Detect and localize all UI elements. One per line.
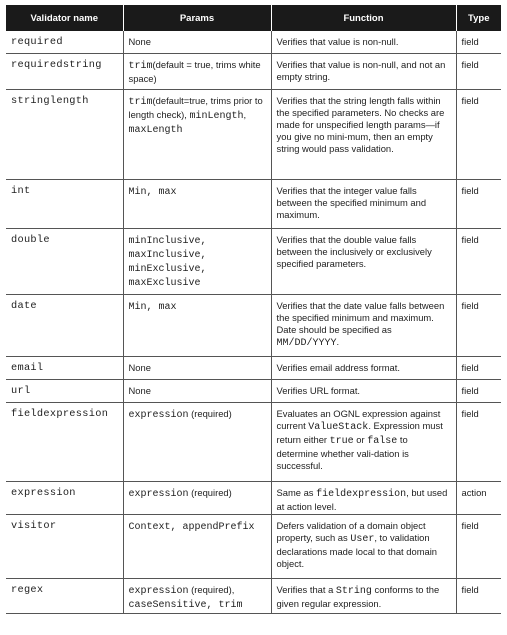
params-text: None: [128, 384, 151, 396]
validator-name: expression: [11, 486, 76, 499]
validator-type: field: [461, 583, 479, 595]
params-cell: [123, 294, 271, 356]
type-cell: [456, 228, 501, 294]
validator-name: regex: [11, 583, 44, 596]
function-text: Verifies that value is non-null.: [276, 36, 399, 47]
validator-type: field: [461, 184, 479, 196]
params-cell: [123, 31, 271, 53]
params-text: trim: [128, 96, 153, 108]
params-text: Min, max: [128, 301, 177, 313]
table-row: [6, 228, 501, 294]
table-body: [6, 31, 501, 613]
validator-type: action: [461, 486, 487, 498]
table-row: [6, 294, 501, 356]
validator-name: date: [11, 299, 37, 312]
function-cell: [271, 379, 456, 402]
validator-type: field: [461, 361, 479, 373]
function-text: Verifies that the date value falls between the specified minimum and maximum. Date should be specified as: [276, 299, 445, 335]
function-text: Verifies that the string length falls within the specified parameters. No checks are made for unspecified length params—if you give no mini-mum, then an empty string would pass validation.: [276, 94, 445, 154]
type-cell: [456, 356, 501, 379]
table-row: [6, 356, 501, 379]
validator-name: required: [11, 36, 63, 48]
params-text: (required): [188, 486, 232, 498]
function-text: Verifies email address format.: [276, 361, 400, 373]
validator-name-cell: [6, 89, 123, 179]
function-text: true: [329, 435, 354, 447]
function-text: ValueStack: [308, 421, 369, 433]
type-cell: [456, 402, 501, 481]
type-cell: [456, 514, 501, 578]
params-text: maxLength: [128, 124, 183, 136]
function-text: false: [367, 435, 398, 447]
table-row: [6, 89, 501, 179]
header-validator-name: Validator name: [6, 5, 123, 31]
validator-name-cell: [6, 53, 123, 89]
type-cell: [456, 179, 501, 228]
type-cell: [456, 379, 501, 402]
function-cell: [271, 481, 456, 514]
type-cell: [456, 481, 501, 514]
function-cell: [271, 53, 456, 89]
params-cell: [123, 379, 271, 402]
validator-name: email: [11, 361, 44, 374]
table-row: [6, 481, 501, 514]
params-cell: [123, 228, 271, 294]
type-cell: [456, 578, 501, 613]
function-cell: [271, 228, 456, 294]
params-text: ,: [243, 108, 247, 120]
validator-name: url: [11, 384, 31, 397]
validator-name-cell: [6, 294, 123, 356]
function-cell: [271, 356, 456, 379]
params-text: Min, max: [128, 186, 177, 198]
validator-type: field: [461, 519, 479, 531]
validator-type: field: [461, 94, 479, 106]
validator-name-cell: [6, 578, 123, 613]
function-text: conforms to the given regular expression.: [276, 583, 440, 609]
header-function: Function: [271, 5, 456, 31]
params-text: expression: [128, 409, 189, 421]
params-text: None: [128, 361, 151, 373]
function-cell: [271, 31, 456, 53]
table-row: [6, 514, 501, 578]
function-text: , to validation declarations made local to that domain object.: [276, 531, 438, 569]
params-text: trim: [128, 60, 153, 72]
validator-name-cell: [6, 31, 123, 53]
table-row: [6, 379, 501, 402]
params-cell: [123, 578, 271, 613]
type-cell: [456, 31, 501, 53]
validator-name-cell: [6, 402, 123, 481]
params-text: (default=true, trims prior to length check),: [128, 94, 263, 120]
params-text: (default = true, trims white space): [128, 58, 261, 84]
validators-table-container: [6, 5, 501, 614]
function-text: . Expression must return either: [276, 419, 443, 445]
validator-name: stringlength: [11, 94, 89, 107]
params-cell: [123, 89, 271, 179]
function-text: Verifies URL format.: [276, 384, 361, 396]
validator-name-cell: [6, 379, 123, 402]
function-text: User: [350, 533, 375, 545]
params-text: None: [128, 36, 151, 47]
params-cell: [123, 179, 271, 228]
table-row: [6, 578, 501, 613]
function-cell: [271, 89, 456, 179]
function-cell: [271, 514, 456, 578]
function-text: Verifies that the integer value falls between the specified minimum and maximum.: [276, 184, 427, 220]
function-text: String: [335, 585, 372, 597]
params-cell: [123, 356, 271, 379]
function-text: Evaluates an OGNL expression against current: [276, 407, 441, 431]
validator-name-cell: [6, 228, 123, 294]
validator-type: field: [461, 299, 479, 311]
function-text: Verifies that a: [276, 583, 336, 595]
validator-type: field: [461, 36, 479, 47]
validator-type: field: [461, 384, 479, 396]
params-cell: [123, 53, 271, 89]
function-text: Defers validation of a domain object property, such as: [276, 519, 426, 543]
params-text: Context, appendPrefix: [128, 521, 255, 533]
table-header-row: [6, 5, 501, 31]
function-text: , but used at action level.: [276, 486, 448, 512]
function-cell: [271, 294, 456, 356]
table-row: [6, 402, 501, 481]
validator-name: fieldexpression: [11, 407, 109, 420]
function-text: Same as: [276, 486, 317, 498]
function-cell: [271, 578, 456, 613]
type-cell: [456, 294, 501, 356]
validator-name-cell: [6, 514, 123, 578]
table-row: [6, 31, 501, 53]
validators-table: [6, 5, 501, 614]
params-text: (required),: [188, 583, 235, 595]
validator-name-cell: [6, 481, 123, 514]
header-type: Type: [456, 5, 501, 31]
validator-type: field: [461, 58, 479, 70]
function-text: or: [353, 433, 368, 445]
function-text: MM/DD/YYYY: [276, 337, 337, 349]
table-row: [6, 179, 501, 228]
params-text: expression: [128, 488, 189, 500]
params-text: (required): [188, 407, 232, 419]
validator-name: double: [11, 233, 50, 246]
header-params: Params: [123, 5, 271, 31]
params-cell: [123, 481, 271, 514]
params-text: minInclusive, maxInclusive, minExclusive, maxExclusive: [128, 235, 207, 289]
validator-name-cell: [6, 356, 123, 379]
function-text: fieldexpression: [316, 488, 407, 500]
function-text: to determine whether vali-dation is successful.: [276, 433, 409, 471]
params-cell: [123, 402, 271, 481]
params-text: expression: [128, 585, 189, 597]
validator-type: field: [461, 407, 479, 419]
validator-name: int: [11, 184, 31, 197]
table-row: [6, 53, 501, 89]
function-text: Verifies that the double value falls between the inclusively or exclusively specified parameters.: [276, 233, 432, 269]
validator-name: visitor: [11, 519, 57, 532]
validator-type: field: [461, 233, 479, 245]
validator-name-cell: [6, 179, 123, 228]
function-cell: [271, 179, 456, 228]
params-text: minLength: [189, 110, 244, 122]
type-cell: [456, 53, 501, 89]
function-cell: [271, 402, 456, 481]
function-text: .: [336, 335, 340, 347]
validator-name: requiredstring: [11, 58, 102, 71]
params-cell: [123, 514, 271, 578]
type-cell: [456, 89, 501, 179]
function-text: Verifies that value is non-null, and not an empty string.: [276, 58, 446, 82]
params-text: caseSensitive, trim: [128, 599, 243, 611]
